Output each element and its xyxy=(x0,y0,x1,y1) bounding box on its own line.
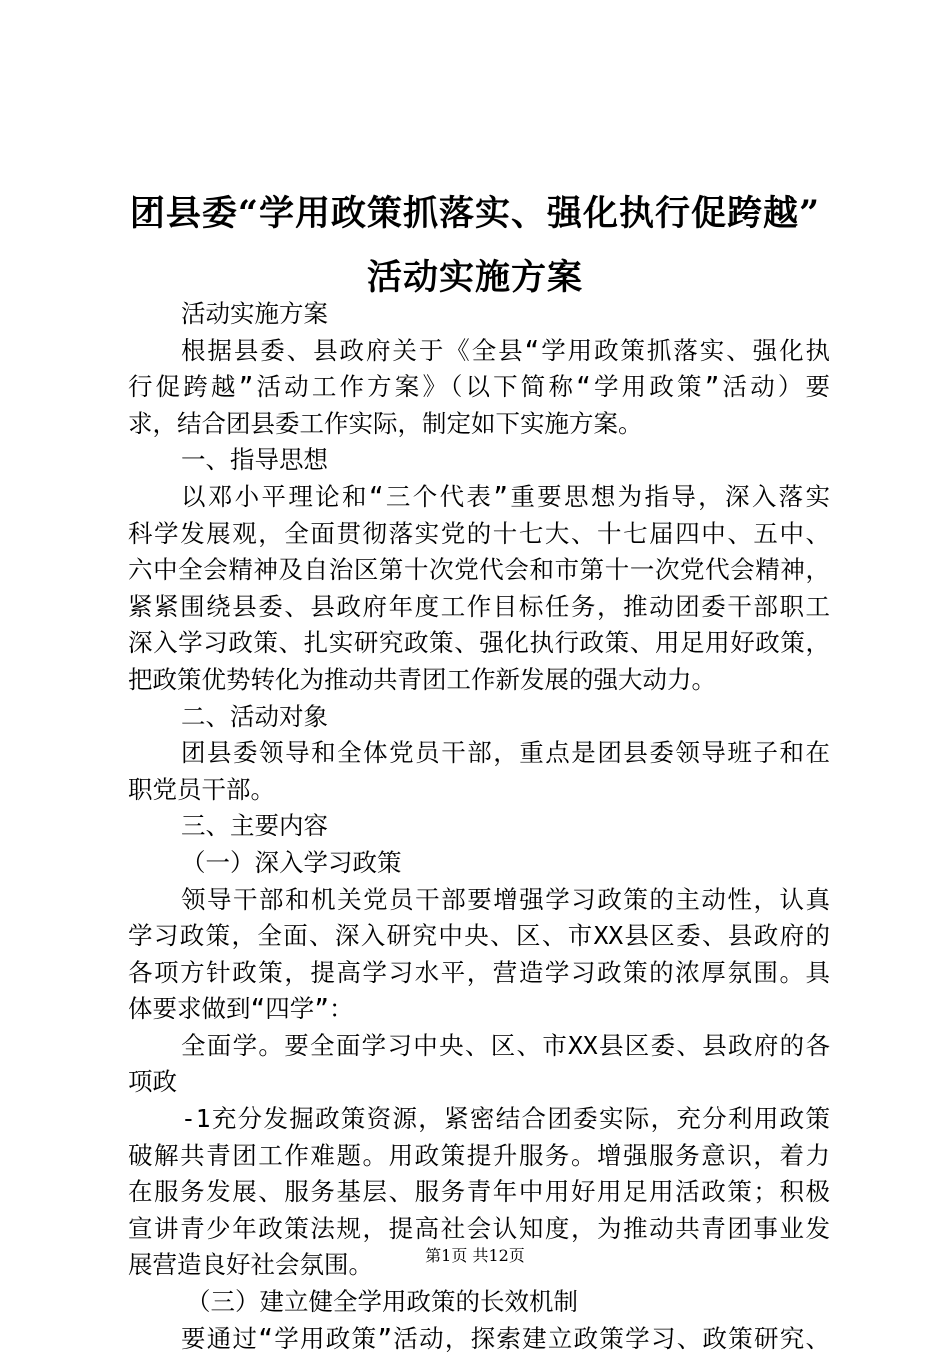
subsection-heading: （三）建立健全学用政策的长效机制 xyxy=(186,1287,578,1317)
paragraph-line: 职党员干部。 xyxy=(128,774,275,804)
subsection-heading: （一）深入学习政策 xyxy=(181,847,402,877)
paragraph-line: 学习政策，全面、深入研究中央、区、市XX县区委、县政府的 xyxy=(128,921,830,951)
paragraph-line: 把政策优势转化为推动共青团工作新发展的强大动力。 xyxy=(128,664,716,694)
paragraph-line: 领导干部和机关党员干部要增强学习政策的主动性，认真 xyxy=(181,884,830,914)
paragraph-line: 六中全会精神及自治区第十次党代会和市第十一次党代会精神， xyxy=(128,555,830,585)
paragraph-line: -1充分发掘政策资源，紧密结合团委实际，充分利用政策 xyxy=(181,1104,830,1134)
paragraph-line: 在服务发展、服务基层、服务青年中用好用足用活政策；积极 xyxy=(128,1177,830,1207)
paragraph-line: 体要求做到“四学”： xyxy=(128,994,354,1024)
section-heading: 三、主要内容 xyxy=(181,811,328,841)
section-heading: 二、活动对象 xyxy=(181,701,328,731)
document-title-line-2: 活动实施方案 xyxy=(366,257,583,298)
paragraph-line: 破解共青团工作难题。用政策提升服务。增强服务意识，着力 xyxy=(128,1140,830,1170)
document-title-line-1: 团县委“学用政策抓落实、强化执行促跨越” xyxy=(129,193,821,234)
paragraph-line: 科学发展观，全面贯彻落实党的十七大、十七届四中、五中、 xyxy=(128,518,830,548)
paragraph-line: 各项方针政策，提高学习水平，营造学习政策的浓厚氛围。具 xyxy=(128,957,830,987)
paragraph-line: 全面学。要全面学习中央、区、市XX县区委、县政府的各 xyxy=(181,1030,830,1060)
paragraph-line: 求，结合团县委工作实际，制定如下实施方案。 xyxy=(128,408,643,438)
paragraph-line: 要通过“学用政策”活动，探索建立政策学习、政策研究、 xyxy=(181,1323,830,1353)
document-body xyxy=(128,296,830,1357)
paragraph-line: 展营造良好社会氛围。 xyxy=(128,1250,373,1280)
paragraph-line: 团县委领导和全体党员干部，重点是团县委领导班子和在 xyxy=(181,738,830,768)
paragraph-line: 宣讲青少年政策法规，提高社会认知度，为推动共青团事业发 xyxy=(128,1213,830,1243)
paragraph-line: 行促跨越”活动工作方案》（以下简称“学用政策”活动）要 xyxy=(128,372,830,402)
paragraph-line: 项政 xyxy=(128,1067,177,1097)
paragraph-line: 深入学习政策、扎实研究政策、强化执行政策、用足用好政策， xyxy=(128,628,830,658)
paragraph-line: 以邓小平理论和“三个代表”重要思想为指导，深入落实 xyxy=(181,481,830,511)
section-heading: 一、指导思想 xyxy=(181,445,328,475)
subtitle-line: 活动实施方案 xyxy=(181,299,328,328)
paragraph-line: 紧紧围绕县委、县政府年度工作目标任务，推动团委干部职工 xyxy=(128,591,830,621)
page-footer: 第1页 共12页 xyxy=(425,1246,525,1265)
paragraph-line: 根据县委、县政府关于《全县“学用政策抓落实、强化执 xyxy=(181,335,830,365)
